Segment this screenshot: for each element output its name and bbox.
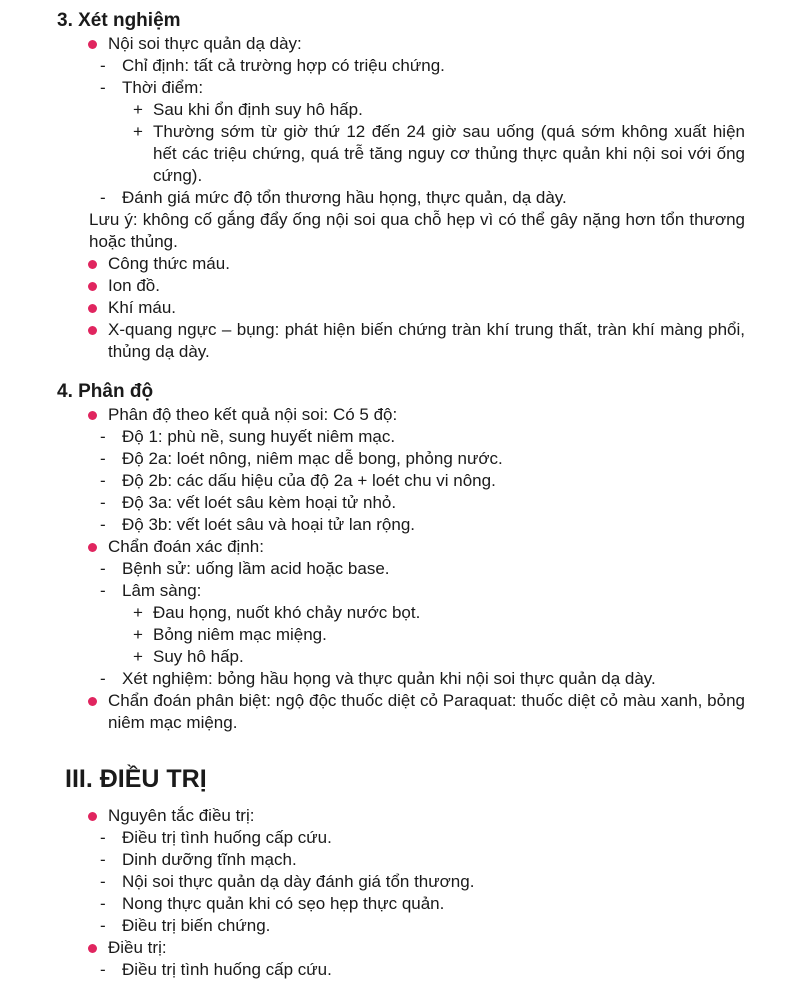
item-text: Điều trị tình huống cấp cứu. [122, 828, 332, 847]
item-text: Xét nghiệm: bỏng hầu họng và thực quản khi nội soi thực quản dạ dày. [122, 669, 656, 688]
item-text: Phân độ theo kết quả nội soi: Có 5 độ: [108, 405, 398, 424]
dash-marker: - [100, 669, 106, 688]
item-text: Nguyên tắc điều trị: [108, 806, 255, 825]
bullet-marker [88, 319, 108, 341]
plus-marker: + [133, 122, 143, 141]
item-text: Suy hô hấp. [153, 647, 244, 666]
item-text: Thường sớm từ giờ thứ 12 đến 24 giờ sau uống (quá sớm không xuất hiện hết các triệu chứng, quá trễ tăng nguy cơ thủng thực quản khi nội soi với ống cứng). [153, 122, 745, 185]
dash-marker: - [100, 449, 106, 468]
item-text: Chẩn đoán xác định: [108, 537, 264, 556]
bullet-marker [88, 297, 108, 319]
section [0, 379, 797, 734]
bullet-marker [88, 937, 108, 959]
section-heading: 4. Phân độ [57, 381, 154, 402]
bullet-icon [88, 411, 97, 420]
bullet-icon [88, 697, 97, 706]
list-item [0, 937, 797, 959]
list-item [0, 77, 797, 99]
list-item [0, 319, 797, 363]
bullet-icon [88, 260, 97, 269]
item-text: Sau khi ổn định suy hô hấp. [153, 100, 363, 119]
list-item [0, 624, 797, 646]
item-text: Nội soi thực quản dạ dày: [108, 34, 302, 53]
list-item [0, 492, 797, 514]
item-text: Nong thực quản khi có sẹo hẹp thực quản. [122, 894, 445, 913]
list-item [0, 959, 797, 981]
dash-marker: - [100, 471, 106, 490]
item-text: Điều trị tình huống cấp cứu. [122, 960, 332, 979]
section [0, 764, 797, 981]
item-text: Công thức máu. [108, 254, 230, 273]
dash-marker: - [100, 559, 106, 578]
dash-marker: - [100, 894, 106, 913]
list-item [0, 580, 797, 602]
plus-marker: + [133, 603, 143, 622]
plus-marker: + [133, 625, 143, 644]
list-item [0, 253, 797, 275]
plus-marker: + [133, 647, 143, 666]
bullet-marker [88, 404, 108, 426]
bullet-icon [88, 812, 97, 821]
dash-marker: - [100, 515, 106, 534]
bullet-icon [88, 543, 97, 552]
bullet-icon [88, 40, 97, 49]
list-item [0, 470, 797, 492]
bullet-icon [88, 944, 97, 953]
dash-marker: - [100, 188, 106, 207]
item-text: Độ 3b: vết loét sâu và hoại tử lan rộng. [122, 515, 416, 534]
list-item [0, 121, 797, 187]
list-item [0, 187, 797, 209]
list-item [0, 275, 797, 297]
list-item [0, 915, 797, 937]
item-text: Lâm sàng: [122, 581, 202, 600]
section [0, 8, 797, 363]
section-heading: III. ĐIỀU TRỊ [65, 765, 207, 793]
list-item [0, 33, 797, 55]
item-text: Điều trị biến chứng. [122, 916, 271, 935]
dash-marker: - [100, 828, 106, 847]
item-text: Thời điểm: [122, 78, 204, 97]
list-item [0, 668, 797, 690]
item-text: Chỉ định: tất cả trường hợp có triệu chứng. [122, 56, 445, 75]
item-text: Bỏng niêm mạc miệng. [153, 625, 327, 644]
bullet-icon [88, 282, 97, 291]
dash-marker: - [100, 493, 106, 512]
bullet-marker [88, 805, 108, 827]
list-item [0, 404, 797, 426]
document-body [0, 8, 797, 981]
bullet-marker [88, 33, 108, 55]
bullet-icon [88, 326, 97, 335]
list-item [0, 55, 797, 77]
item-text: Đau họng, nuốt khó chảy nước bọt. [153, 603, 421, 622]
list-item [0, 426, 797, 448]
bullet-icon [88, 304, 97, 313]
item-text: Dinh dưỡng tĩnh mạch. [122, 850, 297, 869]
dash-marker: - [100, 581, 106, 600]
list-item [0, 602, 797, 624]
list-item [0, 514, 797, 536]
item-text: Ion đồ. [108, 276, 160, 295]
list-item [0, 690, 797, 734]
item-text: Chẩn đoán phân biệt: ngộ độc thuốc diệt cỏ Paraquat: thuốc diệt cỏ màu xanh, bỏng niêm mạc miệng. [108, 691, 745, 732]
section-heading: 3. Xét nghiệm [57, 10, 181, 31]
dash-marker: - [100, 960, 106, 979]
list-item [0, 827, 797, 849]
list-item [0, 558, 797, 580]
list-item [0, 209, 797, 253]
list-item [0, 893, 797, 915]
dash-marker: - [100, 427, 106, 446]
dash-marker: - [100, 916, 106, 935]
bullet-marker [88, 690, 108, 712]
list-item [0, 646, 797, 668]
dash-marker: - [100, 850, 106, 869]
list-item [0, 99, 797, 121]
item-text: Bệnh sử: uống lầm acid hoặc base. [122, 559, 390, 578]
list-item [0, 297, 797, 319]
item-text: X-quang ngực – bụng: phát hiện biến chứng tràn khí trung thất, tràn khí màng phổi, thủng dạ dày. [108, 320, 745, 361]
plus-marker: + [133, 100, 143, 119]
item-text: Nội soi thực quản dạ dày đánh giá tổn thương. [122, 872, 475, 891]
list-item [0, 849, 797, 871]
list-item [0, 448, 797, 470]
item-text: Khí máu. [108, 298, 177, 317]
list-item [0, 536, 797, 558]
item-text: Điều trị: [108, 938, 167, 957]
item-text: Độ 1: phù nề, sung huyết niêm mạc. [122, 427, 396, 446]
item-text: Độ 3a: vết loét sâu kèm hoại tử nhỏ. [122, 493, 397, 512]
item-text: Độ 2a: loét nông, niêm mạc dễ bong, phỏng nước. [122, 449, 503, 468]
list-item [0, 871, 797, 893]
bullet-marker [88, 275, 108, 297]
bullet-marker [88, 536, 108, 558]
item-text: Độ 2b: các dấu hiệu của độ 2a + loét chu vi nông. [122, 471, 496, 490]
dash-marker: - [100, 56, 106, 75]
list-item [0, 805, 797, 827]
dash-marker: - [100, 872, 106, 891]
item-text: Đánh giá mức độ tổn thương hầu họng, thực quản, dạ dày. [122, 188, 567, 207]
bullet-marker [88, 253, 108, 275]
item-text: Lưu ý: không cố gắng đẩy ống nội soi qua chỗ hẹp vì có thể gây nặng hơn tổn thương hoặc thủng. [89, 210, 745, 251]
dash-marker: - [100, 78, 106, 97]
